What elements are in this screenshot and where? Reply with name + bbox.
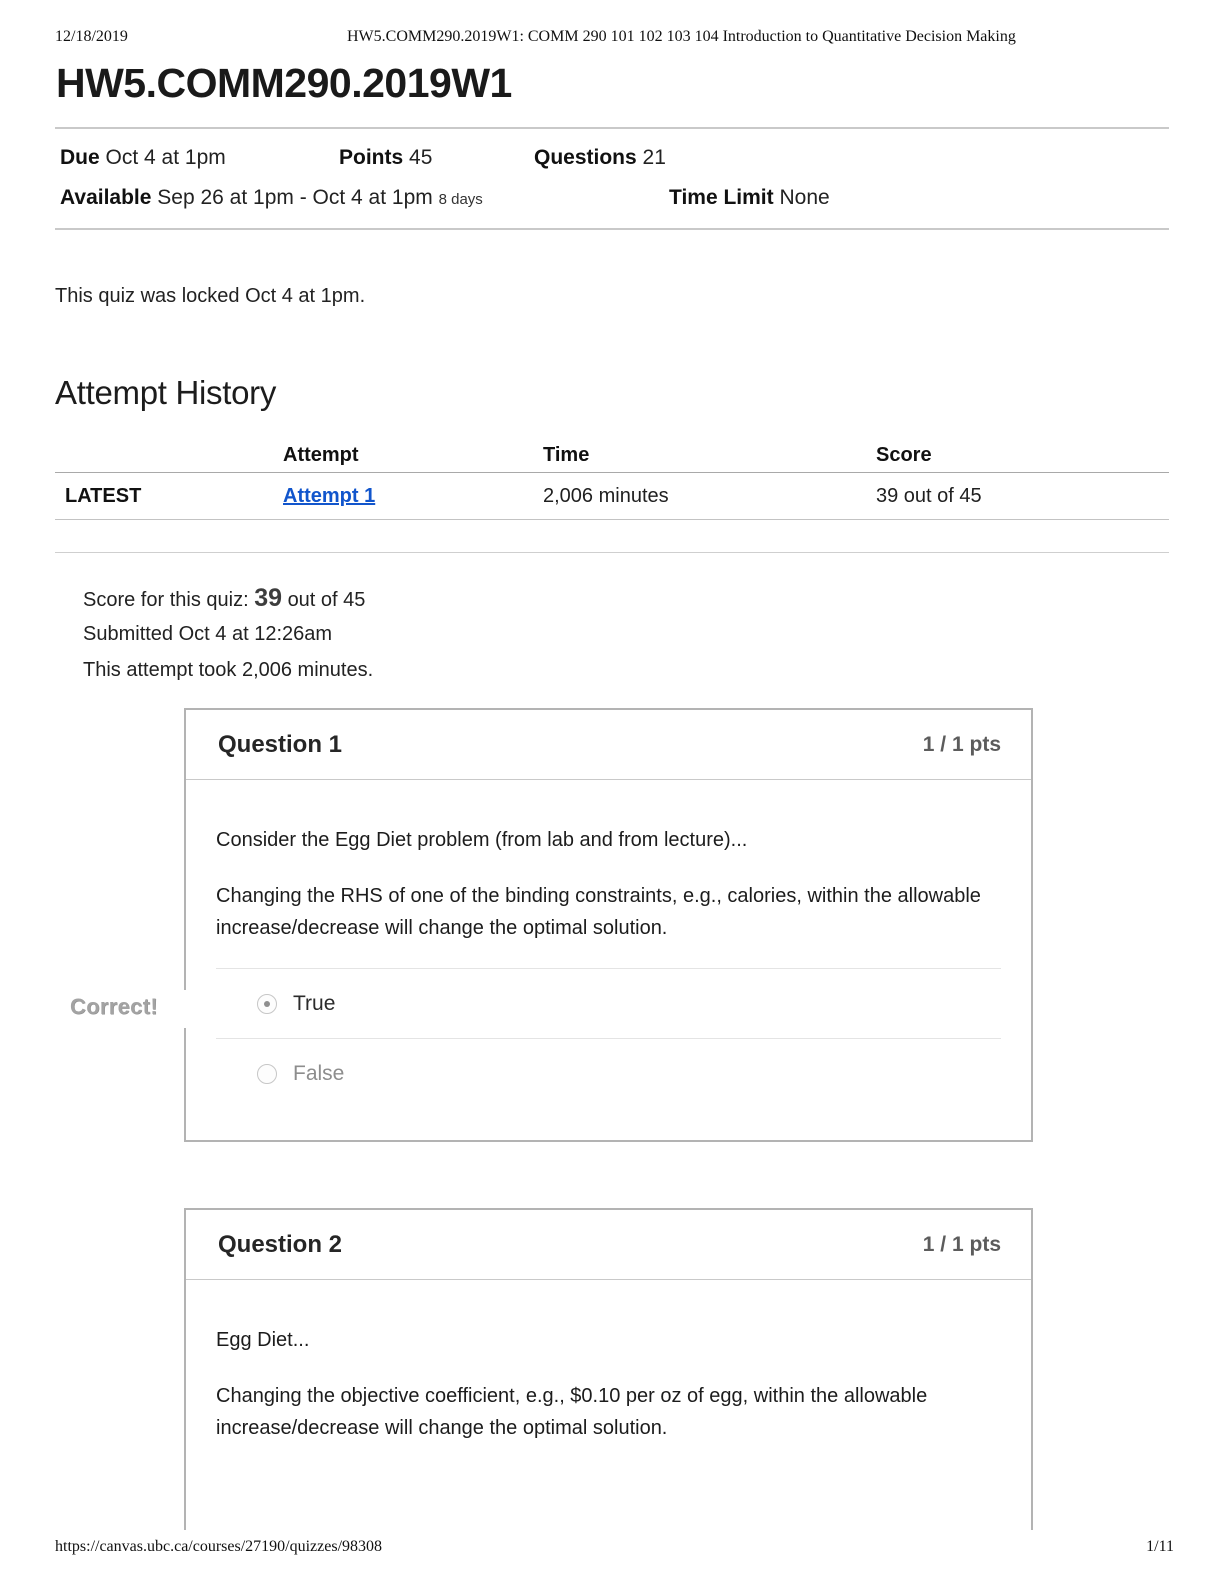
question-2-paragraph: Changing the objective coefficient, e.g., $0.10 per oz of egg, within the allowable increase/decrease will change the optimal solution. xyxy=(216,1385,928,1439)
available-label: Available xyxy=(60,186,152,209)
attempt-duration-line: This attempt took 2,006 minutes. xyxy=(83,659,374,681)
divider xyxy=(55,228,1169,230)
answer-true-label: True xyxy=(293,991,336,1015)
col-header-time: Time xyxy=(543,444,590,466)
answer-false[interactable] xyxy=(216,1038,1001,1108)
score-suffix: out of 45 xyxy=(287,589,366,611)
print-header-date: 12/18/2019 xyxy=(55,28,128,45)
quiz-locked-notice: This quiz was locked Oct 4 at 1pm. xyxy=(55,285,366,307)
question-1-title: Question 1 xyxy=(218,730,343,758)
meta-available xyxy=(60,186,483,210)
radio-true-icon[interactable] xyxy=(257,994,277,1014)
meta-points xyxy=(339,146,432,170)
questions-label: Questions xyxy=(534,146,637,169)
meta-time-limit xyxy=(669,186,830,210)
submitted-line: Submitted Oct 4 at 12:26am xyxy=(83,623,333,645)
questions-value: 21 xyxy=(642,146,666,169)
question-2-card xyxy=(184,1208,1033,1530)
print-footer-url: https://canvas.ubc.ca/courses/27190/quizzes/98308 xyxy=(55,1538,383,1555)
time-limit-value: None xyxy=(779,186,830,209)
table-row xyxy=(55,473,1169,520)
page-title: HW5.COMM290.2019W1 xyxy=(56,60,512,106)
answer-true[interactable] xyxy=(216,968,1001,1038)
available-value: Sep 26 at 1pm - Oct 4 at 1pm xyxy=(157,186,433,209)
time-limit-label: Time Limit xyxy=(669,186,774,209)
points-value: 45 xyxy=(409,146,433,169)
question-1-paragraph: Changing the RHS of one of the binding constraints, e.g., calories, within the allowable increase/decrease will change the optimal solution. xyxy=(216,885,981,939)
question-1-body xyxy=(186,780,1031,1108)
question-1-paragraph: Consider the Egg Diet problem (from lab and from lecture)... xyxy=(216,829,748,851)
radio-false-icon[interactable] xyxy=(257,1064,277,1084)
points-label: Points xyxy=(339,146,404,169)
print-footer-page-number: 1/11 xyxy=(1146,1538,1174,1555)
print-header-title: HW5.COMM290.2019W1: COMM 290 101 102 103 104 Introduction to Quantitative Decision Making xyxy=(347,28,1016,45)
meta-due xyxy=(60,146,226,170)
question-1-header xyxy=(186,710,1031,780)
score-summary xyxy=(83,580,373,688)
question-2-body xyxy=(186,1280,1031,1444)
col-header-score: Score xyxy=(876,444,932,466)
attempt-1-link[interactable]: Attempt 1 xyxy=(283,485,376,507)
col-header-attempt: Attempt xyxy=(283,444,359,466)
answer-false-label: False xyxy=(293,1061,345,1085)
question-1-points: 1 / 1 pts xyxy=(922,732,1001,756)
attempt-time: 2,006 minutes xyxy=(543,485,669,507)
score-prefix: Score for this quiz: xyxy=(83,589,249,611)
question-2-title: Question 2 xyxy=(218,1230,343,1258)
question-1-answers xyxy=(216,968,1001,1108)
attempt-score: 39 out of 45 xyxy=(876,485,982,507)
available-note: 8 days xyxy=(438,191,483,208)
score-value: 39 xyxy=(254,584,282,612)
latest-badge: LATEST xyxy=(65,485,142,507)
divider xyxy=(55,127,1169,129)
due-value: Oct 4 at 1pm xyxy=(105,146,226,169)
due-label: Due xyxy=(60,146,100,169)
attempt-history-table xyxy=(55,440,1169,520)
correct-badge: Correct! xyxy=(64,990,204,1028)
score-line xyxy=(83,580,373,616)
question-2-header xyxy=(186,1210,1031,1280)
attempt-history-heading: Attempt History xyxy=(55,374,277,411)
meta-questions xyxy=(534,146,666,170)
question-2-paragraph: Egg Diet... xyxy=(216,1329,310,1351)
question-1-card xyxy=(184,708,1033,1142)
question-2-points: 1 / 1 pts xyxy=(922,1232,1001,1256)
divider xyxy=(55,552,1169,553)
table-header-row xyxy=(55,440,1169,473)
